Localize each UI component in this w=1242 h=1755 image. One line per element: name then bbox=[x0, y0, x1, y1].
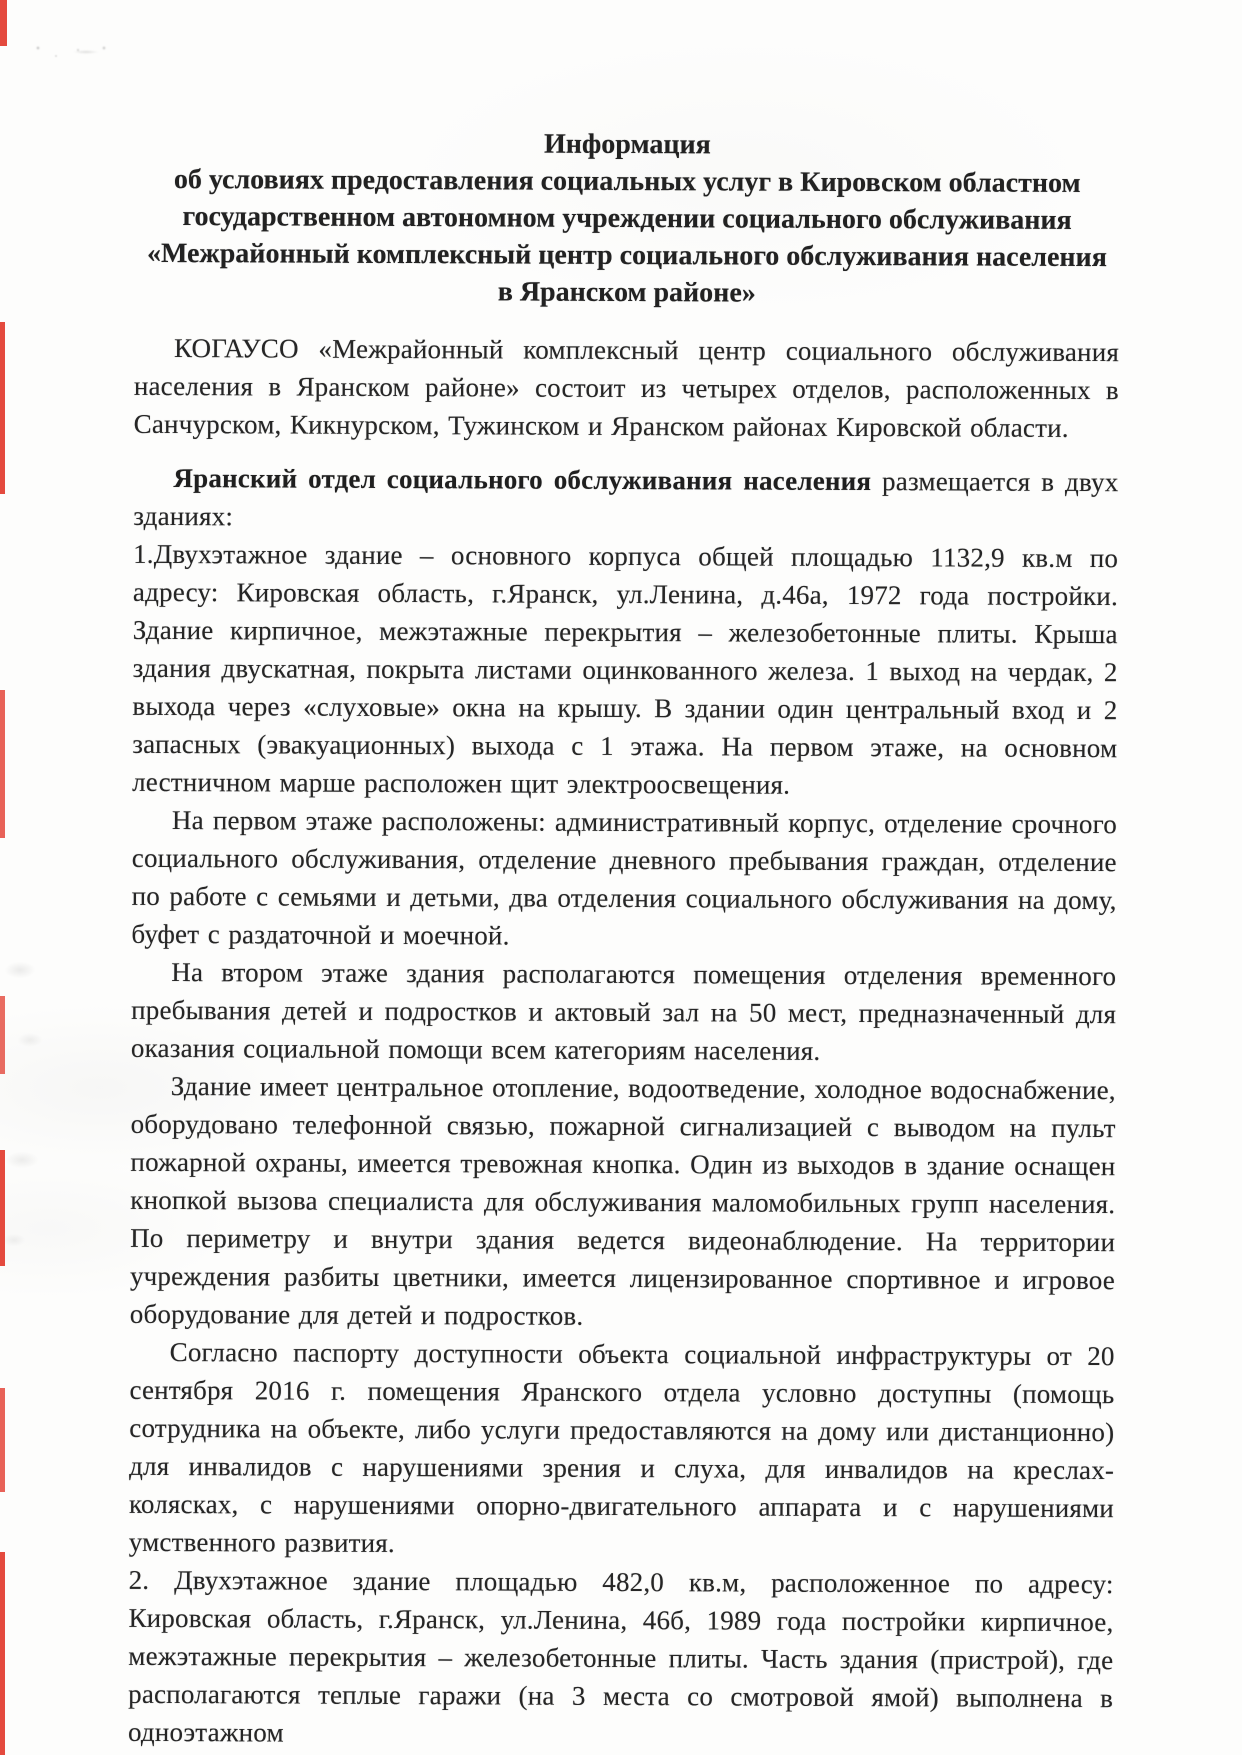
scan-edge-red-segment bbox=[0, 322, 5, 494]
paragraph bbox=[133, 459, 1118, 539]
paragraph-text: 1.Двухэтажное здание – основного корпуса общей площадью 1132,9 кв.м по адресу: Кировская область, г.Яранск, ул.Ленина, д.46а, 1972 года постройки. Здание кирпичное, межэтажные перекрытия – железобетонные плиты. Крыша здания двускатная, покрыта листами оцинкованного железа. 1 выход на чердак, 2 выхода через «слуховые» окна на крышу. В здании один центральный вход и 2 запасных (эвакуационных) выхода с 1 этажа. На первом этаже, на основном лестничном марше расположен щит электроосвещения. bbox=[132, 538, 1119, 800]
document-title-line: «Межрайонный комплексный центр социального обслуживания населения bbox=[146, 237, 1107, 274]
scan-noise-blob bbox=[0, 950, 60, 1090]
paragraph-text: 2. Двухэтажное здание площадью 482,0 кв.м, расположенное по адресу: Кировская область, г.Яранск, ул.Ленина, 46б, 1989 года постройки кирпичное, межэтажные перекрытия – железобетонные плиты. Часть здания (пристрой), где располагаются теплые гаражи (на 3 места со смотровой ямой) выполнена в одноэтажном bbox=[127, 1564, 1114, 1748]
paragraph bbox=[134, 329, 1119, 447]
document-title-line: Информация bbox=[543, 128, 711, 161]
page-content bbox=[128, 124, 1120, 1755]
paragraph-text: Здание имеет центральное отопление, водоотведение, холодное водоснабжение, оборудовано телефонной связью, пожарной сигнализацией с выводом на пульт пожарной охраны, имеется тревожная кнопка. Один из выходов в здание оснащен кнопкой вызова специалиста для обслуживания маломобильных групп населения. По периметру и внутри здания ведется видеонаблюдение. На территории учреждения разбиты цветники, имеется лицензированное спортивное и игровое оборудование для детей и подростков. bbox=[129, 1071, 1116, 1331]
pencil-smudge bbox=[26, 36, 136, 62]
paragraph bbox=[129, 1333, 1115, 1565]
scan-edge-red-segment bbox=[0, 1388, 5, 1492]
paragraph-bold-lead: Яранский отдел социального обслуживания населения bbox=[173, 463, 872, 497]
paragraph bbox=[128, 1561, 1114, 1755]
paragraph-text: Согласно паспорту доступности объекта социальной инфраструктуры от 20 сентября 2016 г. помещения Яранского отдела условно доступны (помощь сотрудника на объекте, либо услуги предоставляются на дому или дистанционно) для инвалидов с нарушениями зрения и слуха, для инвалидов на креслах-колясках, с нарушениями опорно-двигательного аппарата и с нарушениями умственного развития. bbox=[128, 1337, 1115, 1558]
scan-edge-red-segment bbox=[0, 1552, 5, 1755]
paragraph-text: На втором этаже здания располагаются помещения отделения временного пребывания детей и подростков и актовый зал на 50 мест, предназначенный для оказания социальной помощи всем категориям населения. bbox=[130, 957, 1117, 1066]
document-title-line: об условиях предоставления социальных услуг в Кировском областном bbox=[173, 164, 1081, 199]
scan-edge-red-segment bbox=[0, 690, 5, 838]
document-title-line: государственном автономном учреждении социального обслуживания bbox=[182, 201, 1072, 236]
scan-edge-red-segment bbox=[0, 0, 7, 46]
paragraph bbox=[132, 535, 1118, 805]
paragraph bbox=[131, 953, 1116, 1071]
paragraph-text: КОГАУСО «Межрайонный комплексный центр социального обслуживания населения в Яранском районе» состоит из четырех отделов, расположенных в Санчурском, Кикнурском, Тужинском и Яранском районах Кировской области. bbox=[133, 333, 1120, 443]
document-title-line: в Яранском районе» bbox=[497, 276, 756, 309]
document-body bbox=[128, 329, 1119, 1755]
scan-noise-blob bbox=[0, 1130, 70, 1290]
scan-edge-artifact bbox=[0, 0, 8, 1755]
scan-edge-red-segment bbox=[0, 996, 5, 1074]
paragraph-text: На первом этаже расположены: административный корпус, отделение срочного социального обслуживания, отделение дневного пребывания граждан, отделение по работе с семьями и детьми, два отделения социального обслуживания на дому, буфет с раздаточной и моечной. bbox=[131, 805, 1118, 951]
paragraph bbox=[131, 801, 1117, 957]
scan-edge-red-segment bbox=[0, 1150, 5, 1266]
paragraph-text: размещается в двух зданиях: bbox=[133, 466, 1119, 532]
document-title bbox=[134, 124, 1120, 313]
paragraph bbox=[130, 1067, 1116, 1337]
